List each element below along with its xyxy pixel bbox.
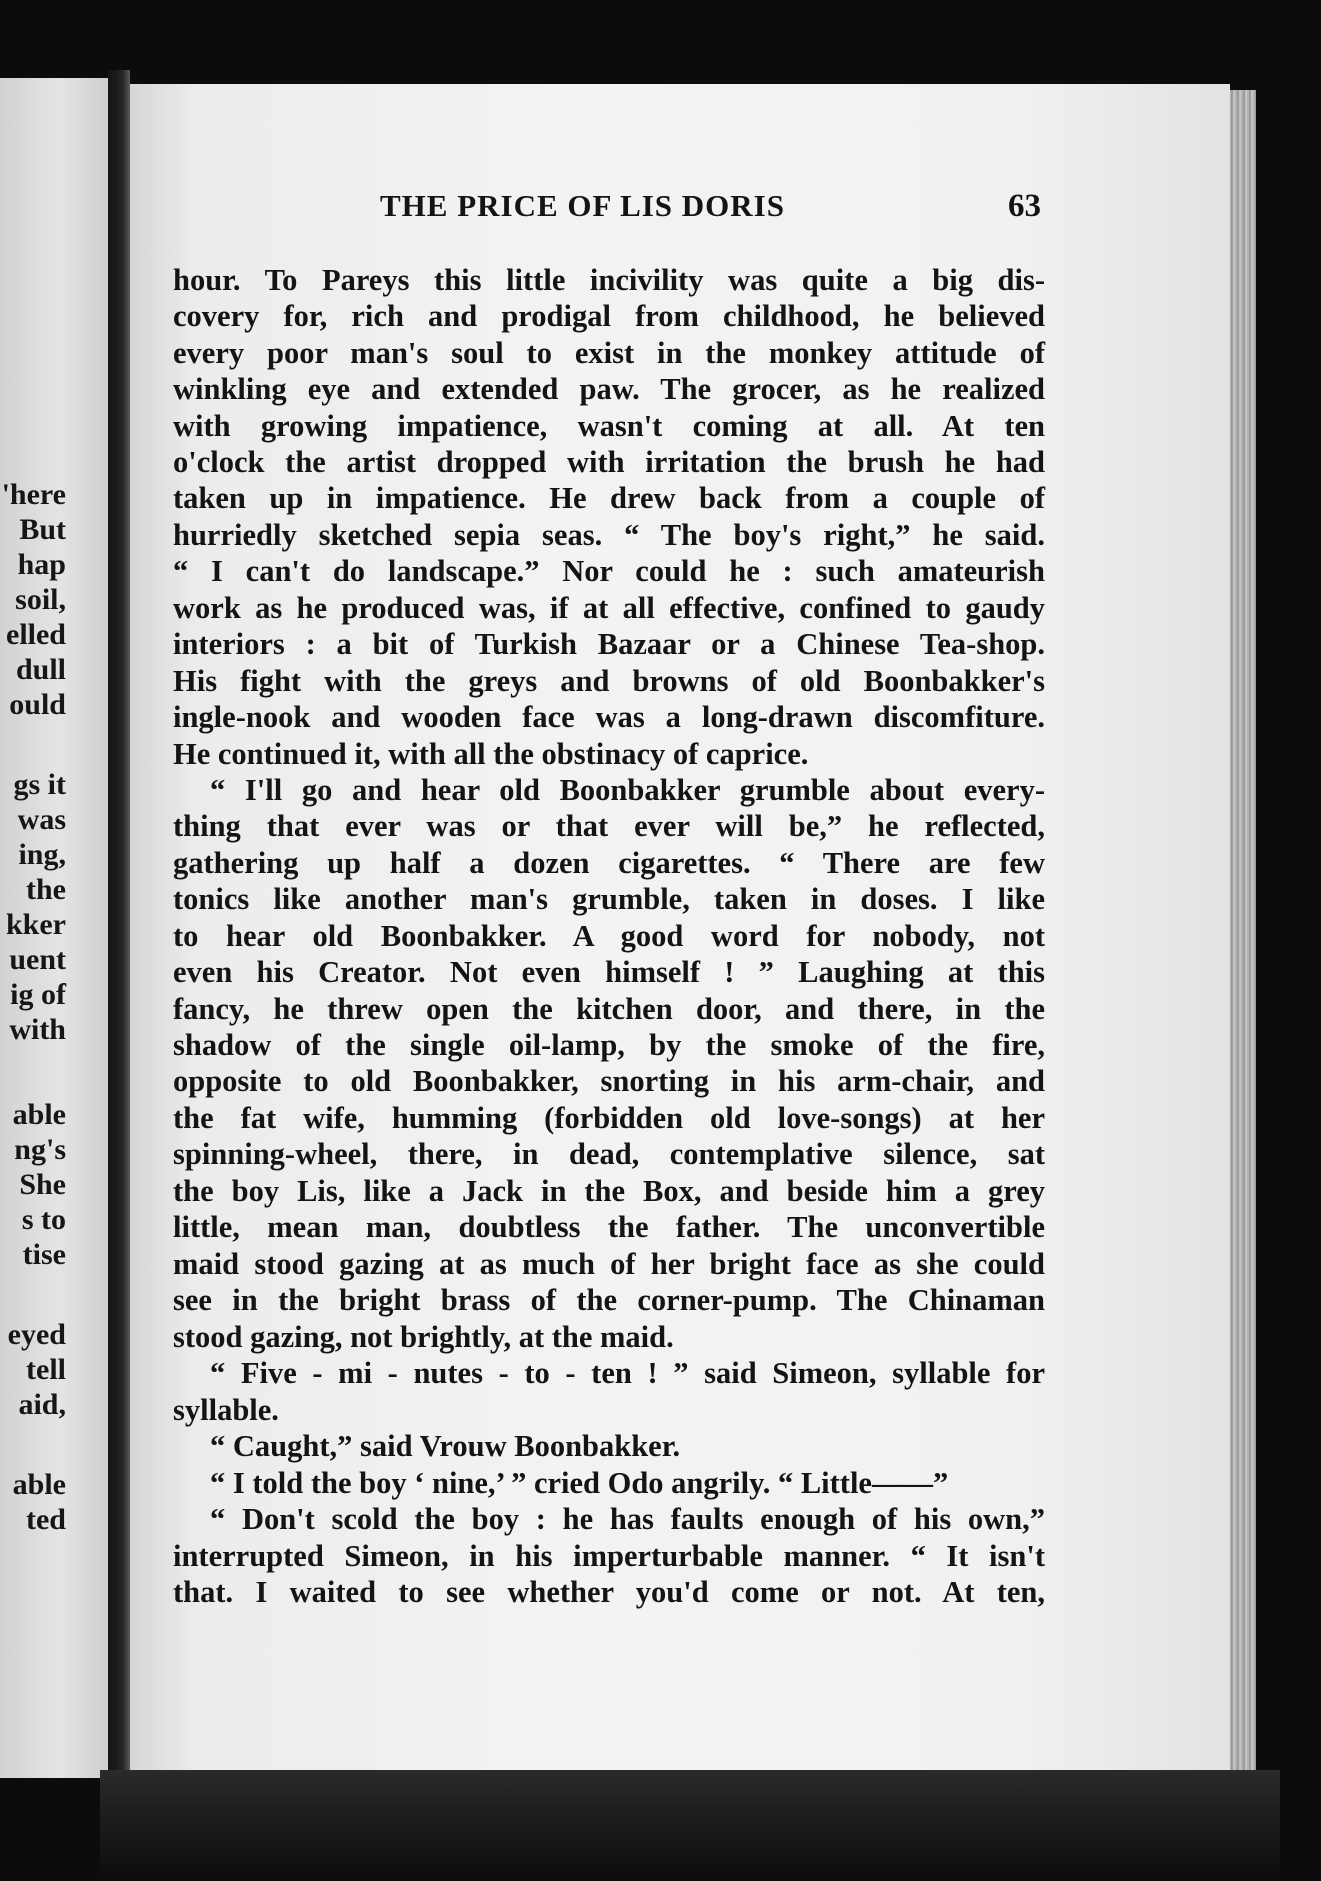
- running-head: THE PRICE OF LIS DORIS: [380, 188, 785, 223]
- text-line: fancy, he threw open the kitchen door, and there, in the: [173, 992, 1045, 1026]
- left-page-fragment: aid,: [18, 1388, 66, 1421]
- text-line: the fat wife, humming (forbidden old love-songs) at her: [173, 1101, 1045, 1135]
- text-line: interiors : a bit of Turkish Bazaar or a Chinese Tea-shop.: [173, 627, 1045, 661]
- left-page-fragment: She: [19, 1168, 66, 1201]
- text-line: winkling eye and extended paw. The grocer, as he realized: [173, 372, 1045, 406]
- text-line: the boy Lis, like a Jack in the Box, and beside him a grey: [173, 1174, 1045, 1208]
- left-page-fragment: the: [26, 873, 66, 906]
- text-line: hurriedly sketched sepia seas. “ The boy's right,” he said.: [173, 518, 1045, 552]
- left-page-fragment: uent: [9, 943, 66, 976]
- text-line: tonics like another man's grumble, taken in doses. I like: [173, 882, 1045, 916]
- text-line: ingle-nook and wooden face was a long-drawn discomfiture.: [173, 700, 1045, 734]
- text-line: taken up in impatience. He drew back from a couple of: [173, 481, 1045, 515]
- text-line: spinning-wheel, there, in dead, contemplative silence, sat: [173, 1137, 1045, 1171]
- text-line: interrupted Simeon, in his imperturbable manner. “ It isn't: [173, 1539, 1045, 1573]
- text-line: o'clock the artist dropped with irritation the brush he had: [173, 445, 1045, 479]
- text-line: to hear old Boonbakker. A good word for nobody, not: [173, 919, 1045, 953]
- left-page-fragment: tell: [26, 1353, 66, 1386]
- left-page-fragment: elled: [6, 618, 66, 651]
- left-page-fragment: But: [19, 513, 66, 546]
- text-line: see in the bright brass of the corner-pump. The Chinaman: [173, 1283, 1045, 1317]
- text-line: shadow of the single oil-lamp, by the smoke of the fire,: [173, 1028, 1045, 1062]
- text-line: stood gazing, not brightly, at the maid.: [173, 1320, 674, 1354]
- page-edges: [1230, 90, 1256, 1780]
- text-line: “ I'll go and hear old Boonbakker grumble about every-: [210, 773, 1045, 807]
- left-page-fragment: was: [17, 803, 66, 836]
- left-page-fragment: eyed: [7, 1318, 66, 1351]
- text-line: that. I waited to see whether you'd come or not. At ten,: [173, 1575, 1045, 1609]
- left-page-fragment: able: [12, 1468, 66, 1501]
- left-page-fragment: hap: [17, 548, 66, 581]
- text-line: “ I can't do landscape.” Nor could he : such amateurish: [173, 554, 1045, 588]
- text-line: maid stood gazing at as much of her bright face as she could: [173, 1247, 1045, 1281]
- text-line: opposite to old Boonbakker, snorting in his arm-chair, and: [173, 1064, 1045, 1098]
- text-line: thing that ever was or that ever will be,” he reflected,: [173, 809, 1045, 843]
- left-page-fragment: kker: [6, 908, 66, 941]
- page-number: 63: [1008, 188, 1041, 224]
- left-page-fragment: dull: [15, 653, 66, 686]
- text-line: “ Don't scold the boy : he has faults enough of his own,”: [210, 1502, 1045, 1536]
- left-page-fragment: 'here: [1, 478, 66, 511]
- text-line: He continued it, with all the obstinacy of caprice.: [173, 737, 809, 771]
- text-line: “ Caught,” said Vrouw Boonbakker.: [210, 1429, 681, 1463]
- left-page-fragment: able: [12, 1098, 66, 1131]
- text-line: gathering up half a dozen cigarettes. “ There are few: [173, 846, 1045, 880]
- book-gutter: [108, 70, 130, 1790]
- left-page-fragment: ing,: [18, 838, 66, 871]
- left-page-fragment: ig of: [10, 978, 66, 1011]
- text-line: “ I told the boy ‘ nine,’ ” cried Odo angrily. “ Little——”: [210, 1466, 949, 1500]
- bottom-shadow: [100, 1770, 1280, 1881]
- left-page-fragment: soil,: [15, 583, 66, 616]
- left-page-fragment: tise: [22, 1238, 66, 1271]
- previous-page-fragment: [0, 78, 108, 1778]
- left-page-fragment: ted: [26, 1503, 66, 1536]
- text-line: little, mean man, doubtless the father. The unconvertible: [173, 1210, 1045, 1244]
- text-line: even his Creator. Not even himself ! ” Laughing at this: [173, 955, 1045, 989]
- left-page-fragment: ould: [9, 688, 66, 721]
- text-line: hour. To Pareys this little incivility was quite a big dis-: [173, 263, 1045, 297]
- left-page-fragment: s to: [21, 1203, 66, 1236]
- text-line: with growing impatience, wasn't coming at all. At ten: [173, 409, 1045, 443]
- left-page-fragment: gs it: [13, 768, 66, 801]
- text-line: covery for, rich and prodigal from childhood, he believed: [173, 299, 1045, 333]
- left-page-fragment: ng's: [14, 1133, 66, 1166]
- text-line: “ Five - mi - nutes - to - ten ! ” said Simeon, syllable for: [210, 1356, 1045, 1390]
- left-page-fragment: with: [9, 1013, 66, 1046]
- text-line: His fight with the greys and browns of old Boonbakker's: [173, 664, 1045, 698]
- text-line: every poor man's soul to exist in the monkey attitude of: [173, 336, 1045, 370]
- text-line: work as he produced was, if at all effective, confined to gaudy: [173, 591, 1045, 625]
- text-line: syllable.: [173, 1393, 279, 1427]
